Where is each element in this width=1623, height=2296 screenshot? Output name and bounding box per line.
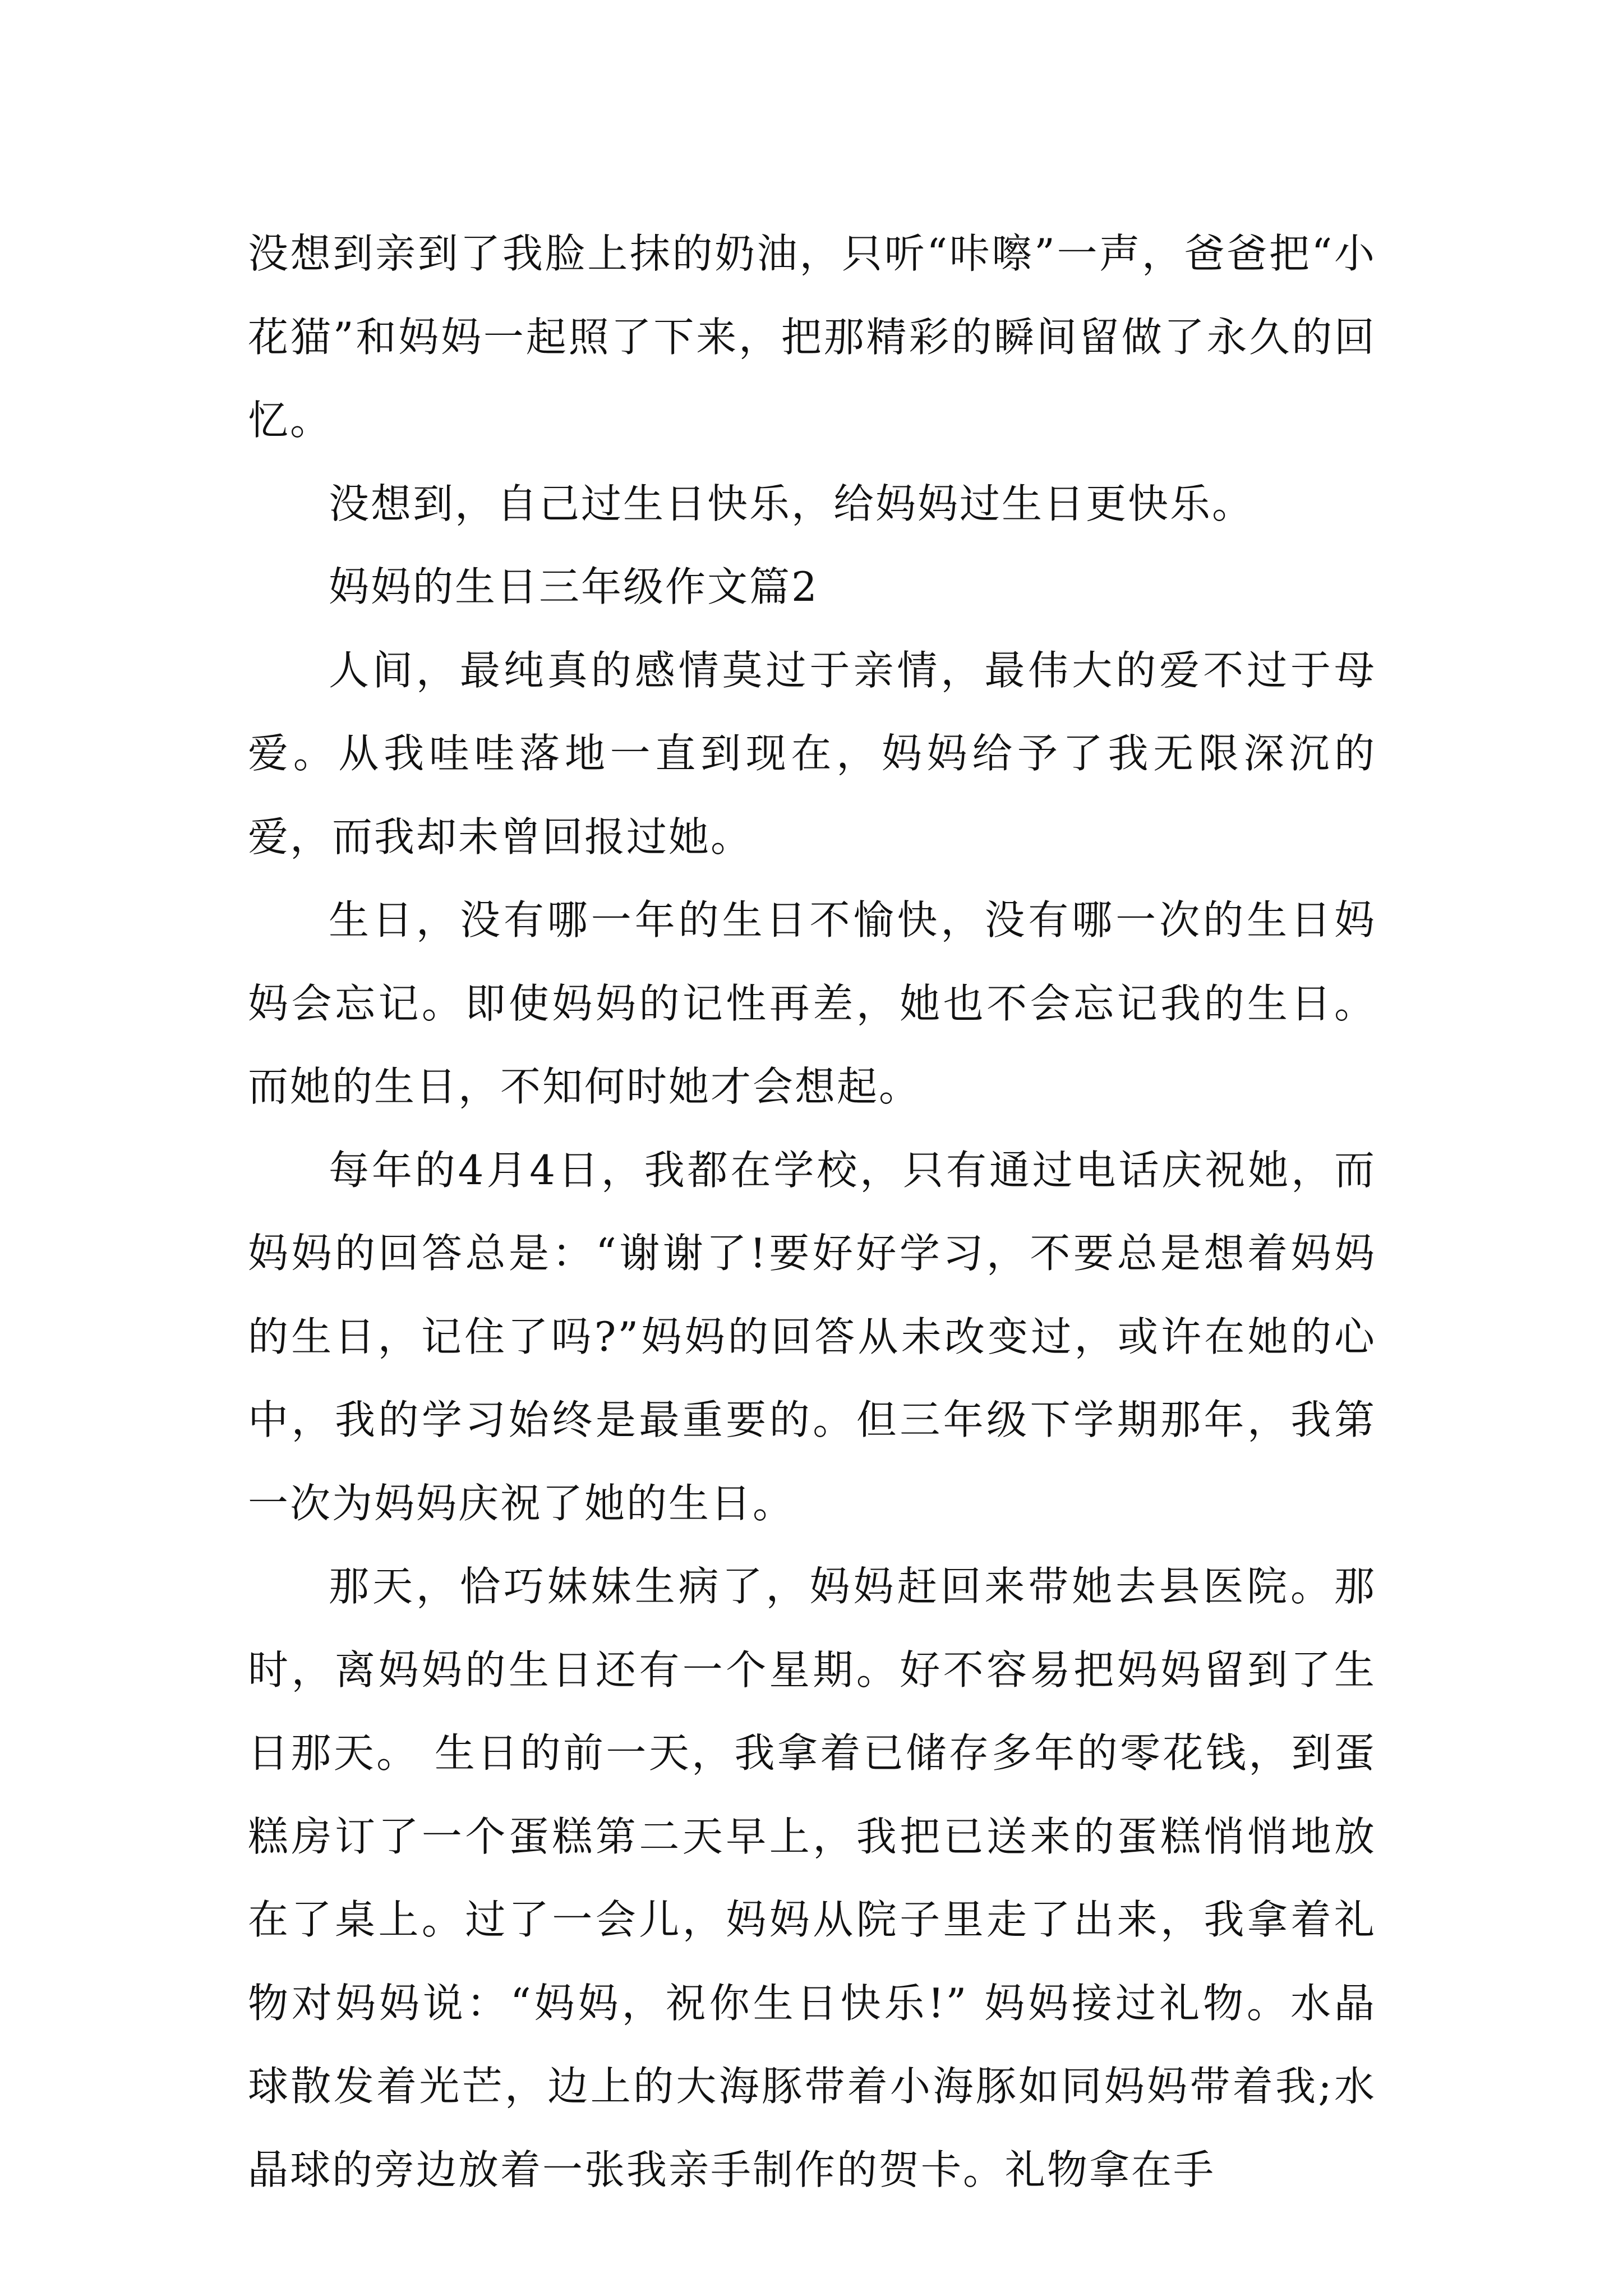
paragraph-5: 每年的4月4日，我都在学校，只有通过电话庆祝她，而妈妈的回答总是：“谢谢了!要好好学习，不要总是想着妈妈的生日，记住了吗?”妈妈的回答从未改变过，或许在她的心中，我的学习始终是最重要的。但三年级下学期那年，我第一次为妈妈庆祝了她的生日。 — [248, 1146, 1376, 1527]
section-heading: 妈妈的生日三年级作文篇2 — [329, 563, 819, 610]
paragraph-4: 生日，没有哪一年的生日不愉快，没有哪一次的生日妈妈会忘记。即使妈妈的记性再差，她也不会忘记我的生日。而她的生日，不知何时她才会想起。 — [248, 896, 1376, 1110]
paragraph-6: 那天，恰巧妹妹生病了，妈妈赶回来带她去县医院。那时，离妈妈的生日还有一个星期。好不容易把妈妈留到了生日那天。 生日的前一天，我拿着已储存多年的零花钱，到蛋糕房订了一个蛋糕第二天早上，我把已送来的蛋糕悄悄地放在了桌上。过了一会儿，妈妈从院子里走了出来，我拿着礼物对妈妈说：“妈妈，祝你生日快乐!” 妈妈接过礼物。水晶球散发着光芒，边上的大海豚带着小海豚如同妈妈带着我;水晶球的旁边放着一张我亲手制作的贺卡。礼物拿在手 — [248, 1563, 1376, 2193]
document-body — [248, 212, 1376, 2211]
paragraph-3: 人间，最纯真的感情莫过于亲情，最伟大的爱不过于母爱。从我哇哇落地一直到现在，妈妈给予了我无限深沉的爱，而我却未曾回报过她。 — [248, 646, 1376, 861]
paragraph-2: 没想到，自己过生日快乐，给妈妈过生日更快乐。 — [329, 480, 1255, 527]
paragraph-1: 没想到亲到了我脸上抹的奶油，只听“咔嚓”一声，爸爸把“小花猫”和妈妈一起照了下来，把那精彩的瞬间留做了永久的回忆。 — [248, 230, 1376, 444]
